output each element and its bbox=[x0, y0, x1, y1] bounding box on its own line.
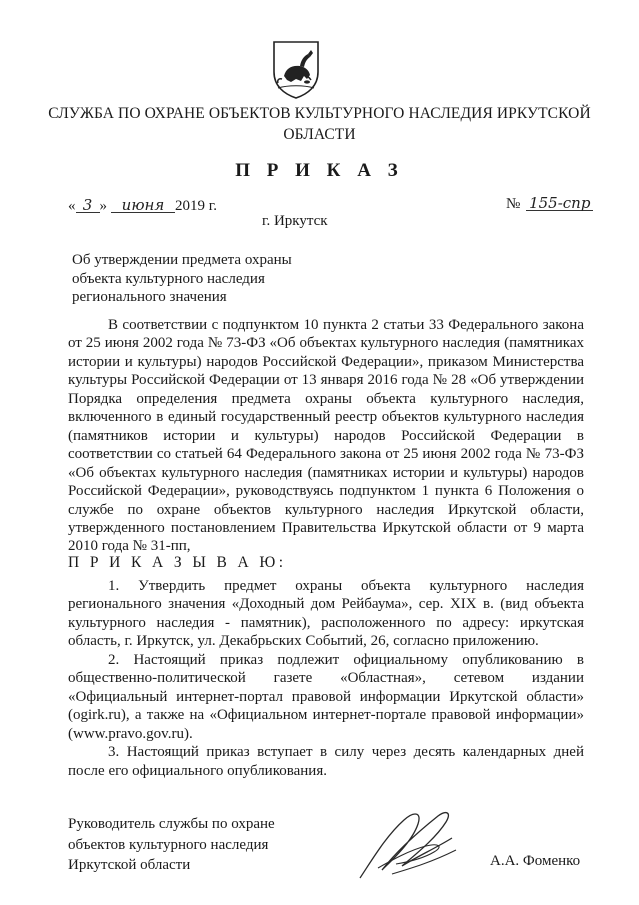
signer-position-line1: Руководитель службы по охране bbox=[68, 816, 275, 832]
organization-name-line2: ОБЛАСТИ bbox=[283, 126, 356, 143]
signer-position-line3: Иркутской области bbox=[68, 857, 191, 873]
preamble-paragraph: В соответствии с подпунктом 10 пункта 2 статьи 33 Федерального закона от 25 июня 2002 года № 73-ФЗ «Об объектах культурного наследия (памятниках истории и культуры) народов Российской Федерации», приказом Министерства культуры Российской Федерации от 13 января 2016 года № 28 «Об утверждении Порядка определения предмета охраны объекта культурного наследия, включенного в единый государственный реестр объектов культурного наследия (памятников истории и культуры) народов Российской Федерации в соответствии со статьей 64 Федерального закона от 25 июня 2002 года № 73-ФЗ «Об объектах культурного наследия (памятниках истории и культуры) народов Российской Федерации», руководствуясь подпунктом 1 пункта 6 Положения о службе по охране объектов культурного наследия Иркутской области, утвержденного постановлением Правительства Иркутской области от 9 марта 2010 года № 31-пп, bbox=[68, 317, 584, 555]
signer-position bbox=[68, 814, 275, 876]
subject-line1: Об утверждении предмета охраны bbox=[72, 252, 292, 268]
subject-line3: регионального значения bbox=[72, 289, 227, 305]
organization-name-line1: СЛУЖБА ПО ОХРАНЕ ОБЪЕКТОВ КУЛЬТУРНОГО НАСЛЕДИЯ ИРКУТСКОЙ bbox=[48, 105, 591, 122]
organization-header bbox=[0, 103, 639, 145]
date-month: июня bbox=[111, 198, 175, 213]
signer-name: А.А. Фоменко bbox=[490, 853, 581, 869]
document-title: П Р И К А З bbox=[235, 160, 404, 181]
number-sign: № bbox=[506, 196, 521, 212]
date-close-quote: » bbox=[99, 198, 107, 214]
subject-line2: объекта культурного наследия bbox=[72, 270, 265, 287]
order-number bbox=[506, 196, 593, 213]
order-subject bbox=[72, 251, 292, 307]
order-item-1: 1. Утвердить предмет охраны объекта культурного наследия регионального значения «Доходный дом Рейбаума», сер. XIX в. (вид объекта культурного наследия - памятник), расположенного по адресу: иркутская область, г. Иркутск, ул. Декабрьских Событий, 26, согласно приложению. bbox=[68, 578, 584, 650]
date-day: 3 bbox=[76, 198, 100, 213]
number-value: 155-спр bbox=[526, 196, 593, 211]
order-command: П Р И К А З Ы В А Ю: bbox=[68, 554, 287, 571]
order-item-3: 3. Настоящий приказ вступает в силу через десять календарных дней после его официального опубликования. bbox=[68, 744, 584, 779]
signer-position-line2: объектов культурного наследия bbox=[68, 836, 269, 853]
order-items bbox=[68, 577, 584, 780]
order-date bbox=[68, 198, 217, 215]
date-open-quote: « bbox=[68, 198, 76, 214]
date-year: 2019 г. bbox=[175, 198, 217, 214]
order-item-2: 2. Настоящий приказ подлежит официальному опубликованию в общественно-политической газете «Областная», сетевом издании «Официальный интернет-портал правовой информации Иркутской области» (ogirk.ru), а также на «Официальном интернет-портале правовой информации» (www.pravo.gov.ru). bbox=[68, 651, 584, 742]
order-city: г. Иркутск bbox=[262, 213, 328, 229]
preamble-block bbox=[68, 316, 584, 556]
handwritten-signature-icon bbox=[352, 790, 472, 890]
irkutsk-coat-of-arms-icon bbox=[270, 38, 322, 100]
